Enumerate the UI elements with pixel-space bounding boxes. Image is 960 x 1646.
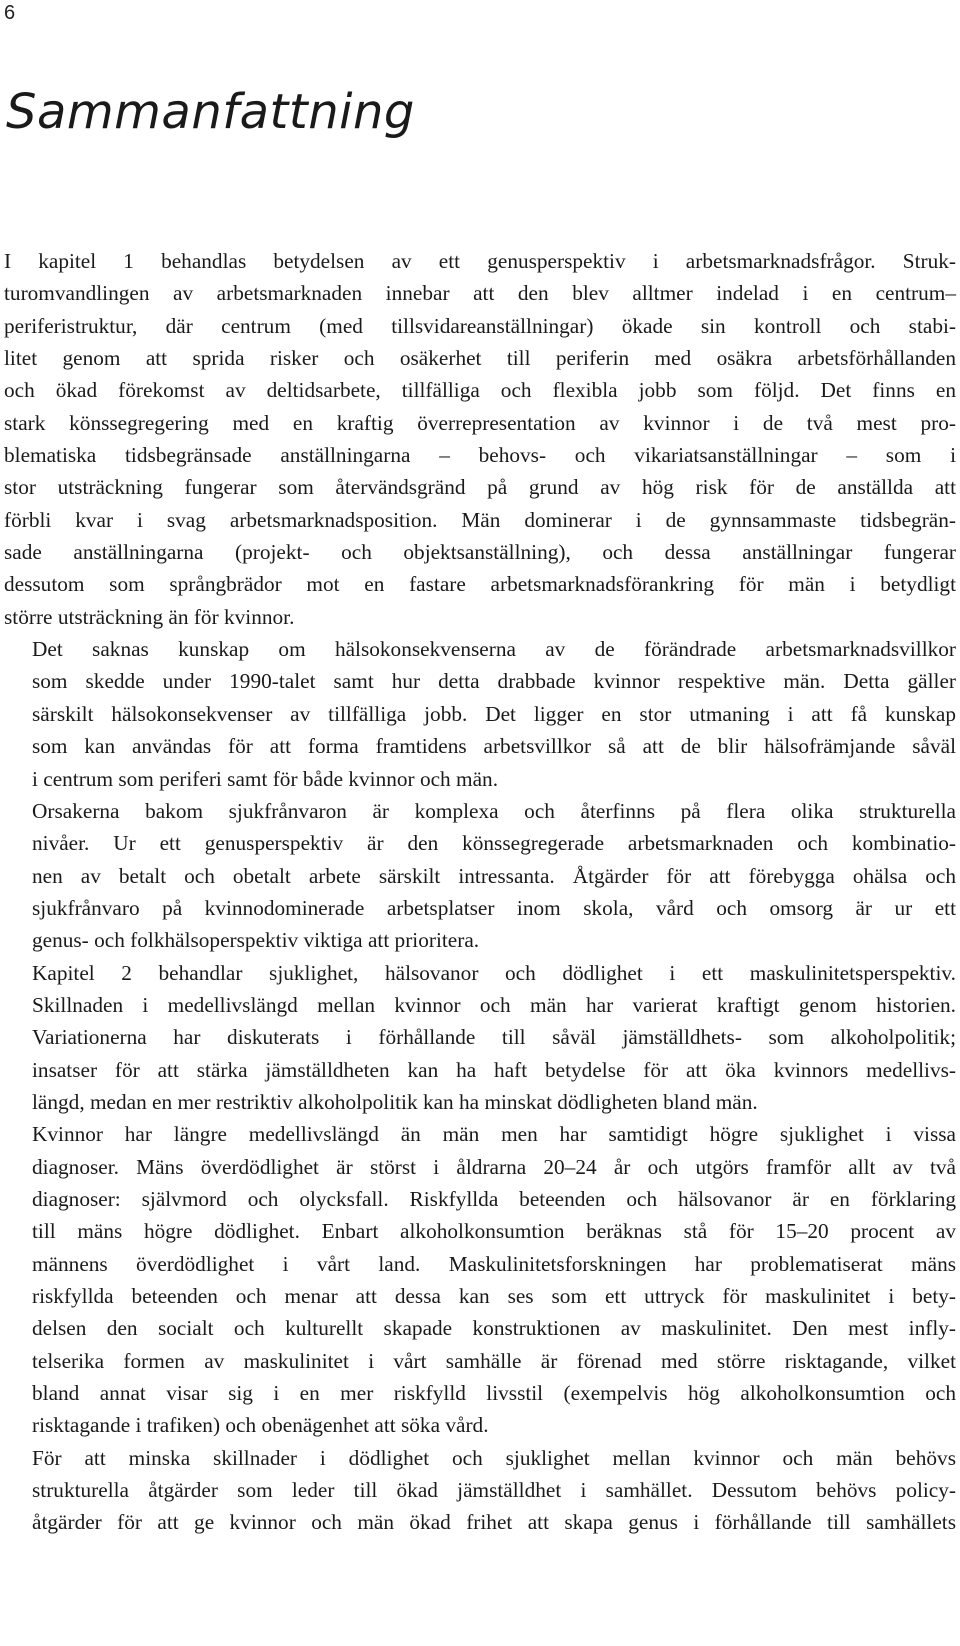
paragraph [4, 245, 956, 633]
text-line: bland annat visar sig i en mer riskfylld livsstil (exempelvis hög alkoholkonsumtion och [32, 1381, 956, 1406]
text-line: Orsakerna bakom sjukfrånvaron är komplexa och återfinns på flera olika strukturella [32, 798, 956, 823]
text-line: som kan användas för att forma framtidens arbetsvillkor så att de blir hälsofrämjande såväl [32, 734, 956, 759]
text-line: till mäns högre dödlighet. Enbart alkoholkonsumtion beräknas stå för 15–20 procent av [32, 1219, 956, 1244]
text-line: nivåer. Ur ett genusperspektiv är den könssegregerade arbetsmarknaden och kombinatio- [32, 831, 956, 856]
page-number: 6 [4, 2, 16, 24]
text-line: telserika formen av maskulinitet i vårt samhälle är förenad med större risktagande, vilket [32, 1348, 956, 1373]
text-line: riskfyllda beteenden och menar att dessa kan ses som ett uttryck för maskulinitet i bety- [32, 1284, 956, 1308]
text-line: i centrum som periferi samt för både kvinnor och män. [32, 766, 499, 791]
text-line: insatser för att stärka jämställdheten kan ha haft betydelse för att öka kvinnors medellivs- [32, 1057, 956, 1082]
chapter-title: Sammanfattning [6, 84, 415, 140]
text-line: särskilt hälsokonsekvenser av tillfälliga jobb. Det ligger en stor utmaning i att få kunskap [32, 701, 956, 726]
text-line: För att minska skillnader i dödlighet och sjuklighet mellan kvinnor och män behövs [32, 1445, 956, 1470]
paragraph [4, 795, 956, 957]
text-line: Skillnaden i medellivslängd mellan kvinnor och män har varierat kraftigt genom historien. [32, 992, 956, 1017]
text-line: som skedde under 1990-talet samt hur detta drabbade kvinnor respektive män. Detta gäller [32, 669, 956, 694]
text-line: turomvandlingen av arbetsmarknaden innebar att den blev alltmer indelad i en centrum– [4, 281, 956, 306]
paragraph [4, 1442, 956, 1539]
text-line: stark könssegregering med en kraftig överrepresentation av kvinnor i de två mest pro- [4, 410, 956, 435]
paragraph [4, 633, 956, 795]
paragraph [4, 1118, 956, 1441]
text-line: stor utsträckning fungerar som återvändsgränd på grund av hög risk för de anställda att [4, 475, 956, 500]
text-line: diagnoser. Mäns överdödlighet är störst i åldrarna 20–24 år och utgörs framför allt av två [32, 1154, 956, 1179]
text-line: och ökad förekomst av deltidsarbete, tillfälliga och flexibla jobb som följd. Det finns en [4, 378, 956, 403]
paragraph [4, 957, 956, 1119]
text-line: längd, medan en mer restriktiv alkoholpolitik kan ha minskat dödligheten bland män. [32, 1089, 758, 1114]
text-line: strukturella åtgärder som leder till ökad jämställdhet i samhället. Dessutom behövs policy- [32, 1478, 956, 1503]
text-line: periferistruktur, där centrum (med tillsvidareanställningar) ökade sin kontroll och stabi- [4, 313, 956, 338]
text-line: åtgärder för att ge kvinnor och män ökad frihet att skapa genus i förhållande till samhällets [32, 1510, 956, 1535]
text-line: risktagande i trafiken) och obenägenhet att söka vård. [32, 1413, 489, 1438]
text-line: männens överdödlighet i vårt land. Maskulinitetsforskningen har problematiserat mäns [32, 1251, 956, 1276]
text-line: blematiska tidsbegränsade anställningarna – behovs- och vikariatsanställningar – som i [4, 443, 956, 468]
text-line: nen av betalt och obetalt arbete särskilt intressanta. Åtgärder för att förebygga ohälsa och [32, 863, 956, 888]
text-line: I kapitel 1 behandlas betydelsen av ett genusperspektiv i arbetsmarknadsfrågor. Struk- [4, 249, 956, 273]
text-line: Det saknas kunskap om hälsokonsekvenserna av de förändrade arbetsmarknadsvillkor [32, 637, 956, 662]
text-line: litet genom att sprida risker och osäkerhet till periferin med osäkra arbetsförhållanden [4, 346, 956, 371]
text-line: förbli kvar i svag arbetsmarknadsposition. Män dominerar i de gynnsammaste tidsbegrän- [4, 507, 956, 532]
text-line: genus- och folkhälsoperspektiv viktiga att prioritera. [32, 928, 480, 953]
text-line: diagnoser: självmord och olycksfall. Riskfyllda beteenden och hälsovanor är en förklaring [32, 1186, 956, 1211]
text-line: sade anställningarna (projekt- och objektsanställning), och dessa anställningar fungerar [4, 540, 956, 565]
text-line: Kvinnor har längre medellivslängd än män men har samtidigt högre sjuklighet i vissa [32, 1122, 956, 1147]
body-text [4, 245, 956, 1539]
text-line: större utsträckning än för kvinnor. [4, 604, 295, 629]
text-line: dessutom som språngbrädor mot en fastare arbetsmarknadsförankring för män i betydligt [4, 572, 956, 597]
text-line: Kapitel 2 behandlar sjuklighet, hälsovanor och dödlighet i ett maskulinitetsperspektiv. [32, 960, 956, 985]
text-line: delsen den socialt och kulturellt skapade konstruktionen av maskulinitet. Den mest infly- [32, 1316, 956, 1341]
text-line: Variationerna har diskuterats i förhållande till såväl jämställdhets- som alkoholpolitik; [32, 1025, 956, 1050]
text-line: sjukfrånvaro på kvinnodominerade arbetsplatser inom skola, vård och omsorg är ur ett [32, 895, 956, 920]
